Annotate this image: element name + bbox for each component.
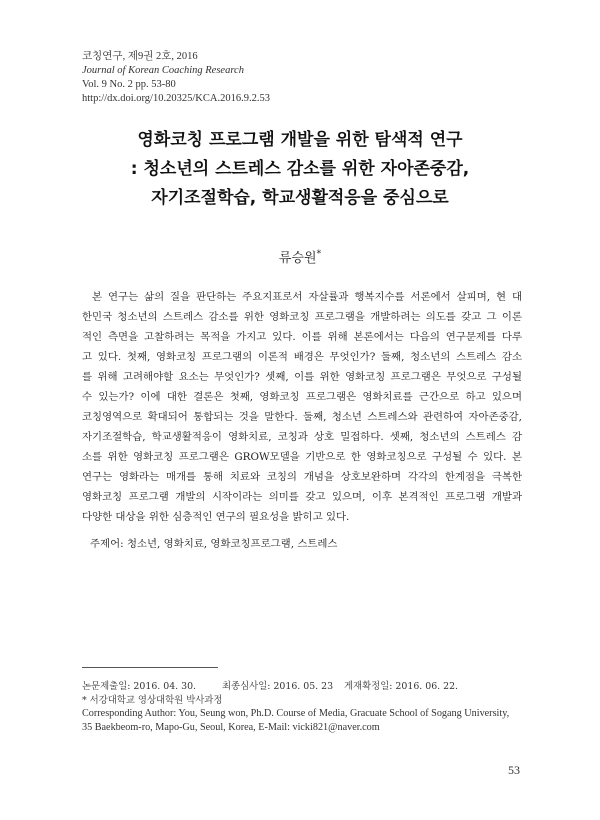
journal-volume: Vol. 9 No. 2 pp. 53-80 [82, 79, 176, 90]
journal-doi-link[interactable]: http://dx.doi.org/10.20325/KCA.2016.9.2.53 [82, 93, 270, 104]
keywords-label: 주제어: [90, 538, 124, 550]
title-line-3: 자기조절학습, 학교생활적응을 중심으로 [151, 188, 449, 208]
journal-header [82, 50, 502, 106]
abstract-line: 영화코칭 프로그램 개발의 시작이라는 의미를 갖고 있으며, 이후 본격적인 프로그램 개발과 [82, 491, 522, 503]
abstract-line: 연구는 영화라는 매개를 통해 치료와 코칭의 개념을 상호보완하며 각각의 한계점을 극복한 [82, 471, 522, 483]
abstract-line: 자기조절학습, 학교생활적응이 영화치료, 코칭과 상호 밀접하다. 셋째, 청소년의 스트레스 감 [82, 431, 522, 443]
abstract-line: 다양한 대상을 위한 심층적인 연구의 필요성을 밝히고 있다. [82, 511, 350, 523]
abstract-line: 수 있는가? 이에 대한 결론은 첫째, 영화코칭 프로그램은 영화치료를 근간으로 하고 있으며 [82, 391, 522, 403]
corresponding-author-line-1: Corresponding Author: You, Seung won, Ph.D. Course of Media, Gracuate School of Sogang University, [82, 708, 510, 719]
accepted-date: 게재확정일: 2016. 06. 22. [344, 681, 459, 692]
keywords-text: 청소년, 영화치료, 영화코칭프로그램, 스트레스 [126, 538, 338, 550]
abstract-line: 한민국 청소년의 스트레스 감소를 위한 영화코칭 프로그램을 개발하려는 의도를 갖고 그 이론 [82, 311, 522, 323]
author-footnote-mark: * [316, 249, 322, 260]
footnote-divider [82, 667, 218, 668]
submission-dates [82, 680, 522, 694]
author-affiliation: * 서강대학교 영상대학원 박사과정 [82, 694, 223, 706]
abstract-line: 본 연구는 삶의 질을 판단하는 주요지표로서 자살률과 행복지수를 서론에서 살피며, 현 대 [92, 291, 522, 303]
paper-title [60, 126, 540, 213]
abstract-line: 소를 위한 영화코칭 프로그램은 GROW모델을 기반으로 한 영화코칭으로 구성될 수 있다. 본 [82, 451, 522, 463]
author-name-text: 류승원 [278, 251, 317, 266]
journal-korean-title: 코칭연구, 제9권 2호, 2016 [82, 51, 198, 62]
abstract-line: 코칭영역으로 확대되어 통합되는 것을 말한다. 둘째, 청소년 스트레스와 관련하여 자아존중감, [82, 411, 522, 423]
abstract-line: 고 있다. 첫째, 영화코칭 프로그램의 이론적 배경은 무엇인가? 둘째, 청소년의 스트레스 감소 [82, 351, 522, 363]
keywords [90, 535, 510, 550]
abstract [82, 287, 522, 527]
title-line-1: 영화코칭 프로그램 개발을 위한 탐색적 연구 [137, 130, 463, 150]
abstract-line: 적인 측면을 고찰하려는 목적을 가지고 있다. 이를 위해 본론에서는 다음의 연구문제를 다루 [82, 331, 522, 343]
author-name [200, 247, 400, 266]
footnotes [82, 680, 522, 734]
corresponding-author-line-2: 35 Baekbeom-ro, Mapo-Gu, Seoul, Korea, E-Mail: vicki821@naver.com [82, 721, 380, 733]
abstract-line: 를 위해 고려해야할 요소는 무엇인가? 셋째, 이를 위한 영화코칭 프로그램은 무엇으로 구성될 [82, 371, 522, 383]
reviewed-date: 최종심사일: 2016. 05. 23 [222, 681, 334, 692]
journal-english-title: Journal of Korean Coaching Research [82, 65, 244, 76]
received-date: 논문제출일: 2016. 04. 30. [82, 681, 197, 692]
page-number: 53 [508, 763, 520, 777]
title-line-2: : 청소년의 스트레스 감소를 위한 자아존중감, [130, 159, 470, 179]
